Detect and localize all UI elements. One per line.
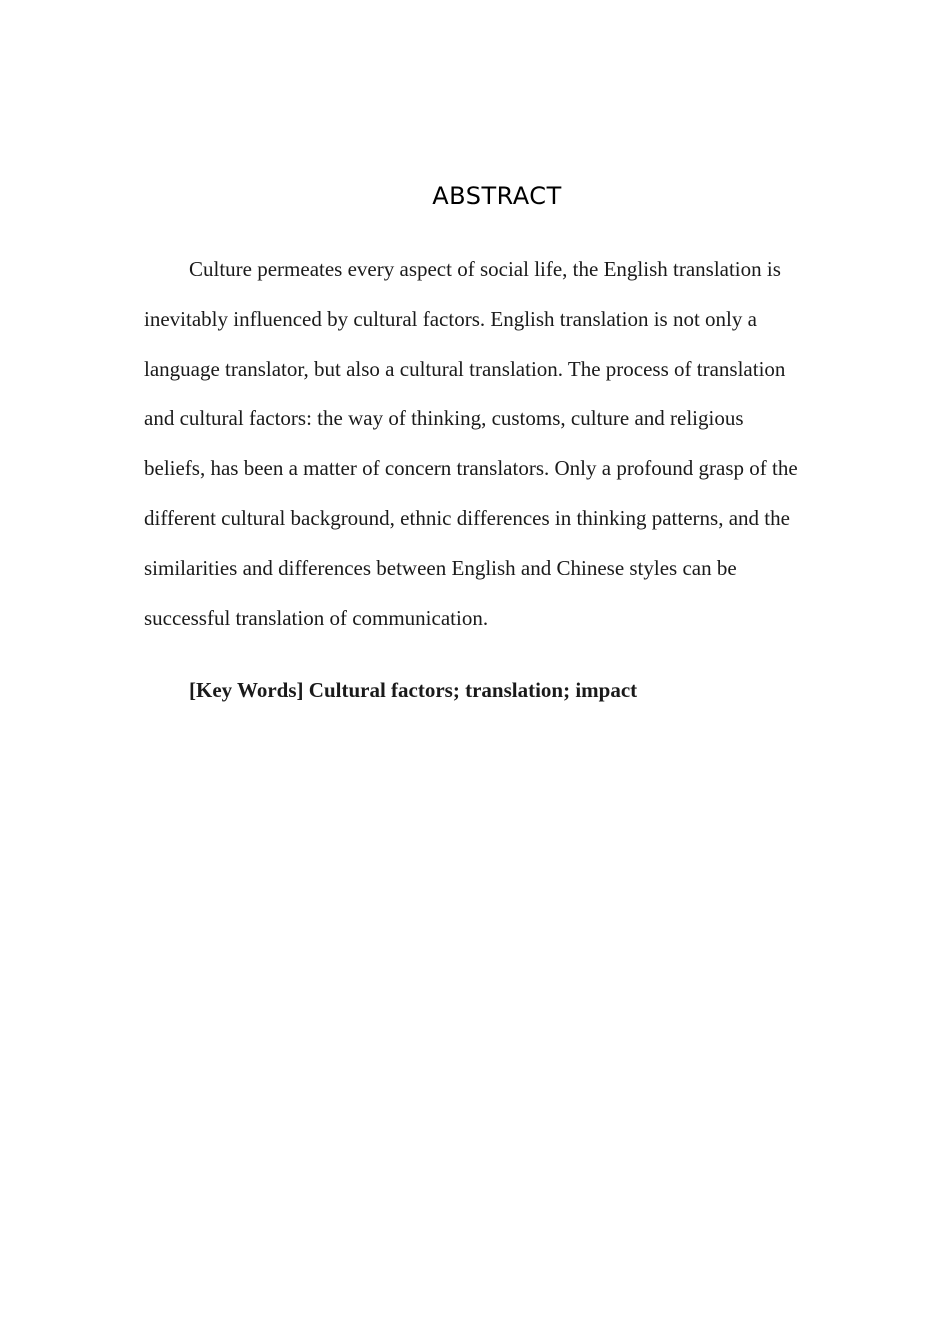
keywords-list: Cultural factors; translation; impact: [308, 678, 638, 702]
keywords-label: [Key Words]: [189, 678, 304, 702]
abstract-heading: ABSTRACT: [432, 182, 562, 210]
abstract-paragraph: Culture permeates every aspect of social life, the English translation is inevitably influenced by cultural factors. English translation is not only a language translator, but also a cultural translation. The process of translation and cultural factors: the way of thinking, customs, culture and religious beliefs, has been a matter of concern translators. Only a profound grasp of the different cultural background, ethnic differences in thinking patterns, and the similarities and differences between English and Chinese styles can be successful translation of communication.: [144, 257, 798, 630]
keywords-line: [189, 676, 808, 704]
